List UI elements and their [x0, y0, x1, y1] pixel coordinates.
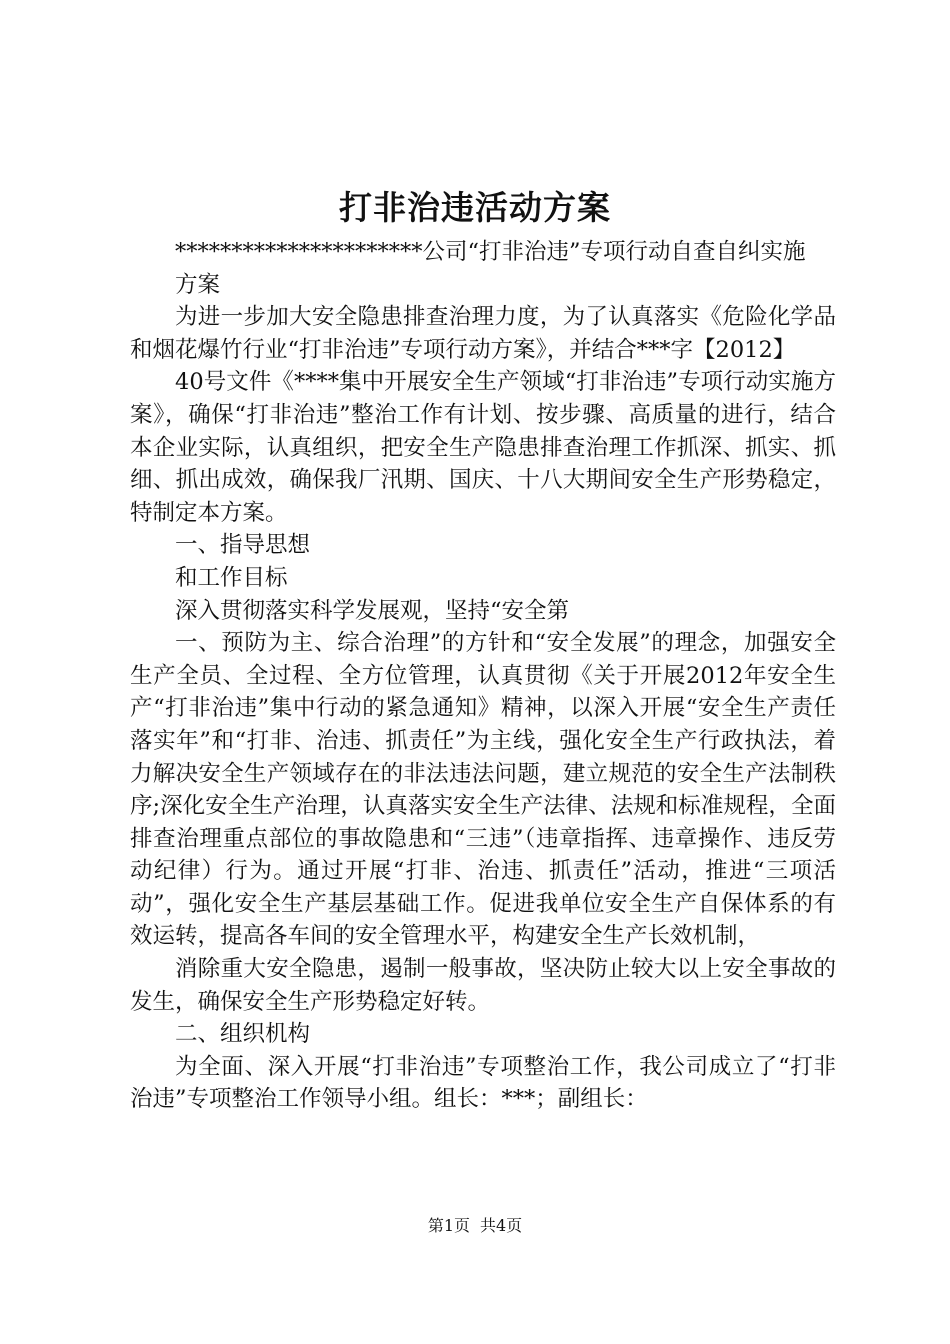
paragraph: 一、预防为主、综合治理”的方针和“安全发展”的理念，加强安全生产全员、全过程、全方位管理，认真贯彻《关于开展2012年安全生产“打非治违”集中行动的紧急通知》精神，以深入开展“安全生产责任落实年”和“打非、治违、抓责任”为主线，强化安全生产行政执法，着力解决安全生产领域存在的非法违法问题，建立规范的安全生产法制秩序;深化安全生产治理，认真落实安全生产法律、法规和标准规程，全面排查治理重点部位的事故隐患和“三违”（违章指挥、违章操作、违反劳动纪律）行为。通过开展“打非、治违、抓责任”活动，推进“三项活动”，强化安全生产基层基础工作。促进我单位安全生产自保体系的有效运转，提高各车间的安全管理水平，构建安全生产长效机制， — [130, 630, 836, 950]
page-footer — [0, 1214, 950, 1238]
page-total: 共4页 — [480, 1216, 523, 1235]
paragraph: 深入贯彻落实科学发展观，坚持“安全第 — [175, 597, 570, 624]
section-heading: 二、组织机构 — [175, 1021, 311, 1048]
document-title: 打非治违活动方案 — [339, 188, 611, 227]
paragraph: 40号文件《****集中开展安全生产领域“打非治违”专项行动实施方案》，确保“打非治违”整治工作有计划、按步骤、高质量的进行，结合本企业实际，认真组织，把安全生产隐患排查治理工作抓深、抓实、抓细、抓出成效，确保我厂汛期、国庆、十八大期间安全生产形势稳定，特制定本方案。 — [130, 369, 836, 526]
paragraph: 方案 — [175, 271, 221, 298]
paragraph: 消除重大安全隐患，遏制一般事故，坚决防止较大以上安全事故的发生，确保安全生产形势稳定好转。 — [130, 956, 836, 1015]
paragraph: 为全面、深入开展“打非治违”专项整治工作，我公司成立了“打非治违”专项整治工作领导小组。组长：***；副组长： — [130, 1053, 836, 1113]
paragraph: **********************公司“打非治违”专项行动自查自纠实施 — [175, 239, 806, 265]
section-heading: 一、指导思想 — [175, 532, 311, 559]
document-body — [130, 236, 836, 1116]
paragraph: 为进一步加大安全隐患排查治理力度，为了认真落实《危险化学品和烟花爆竹行业“打非治违”专项行动方案》，并结合***字【2012】 — [130, 304, 836, 363]
section-heading-continued: 和工作目标 — [175, 564, 288, 591]
page-number: 第1页 — [427, 1216, 470, 1235]
